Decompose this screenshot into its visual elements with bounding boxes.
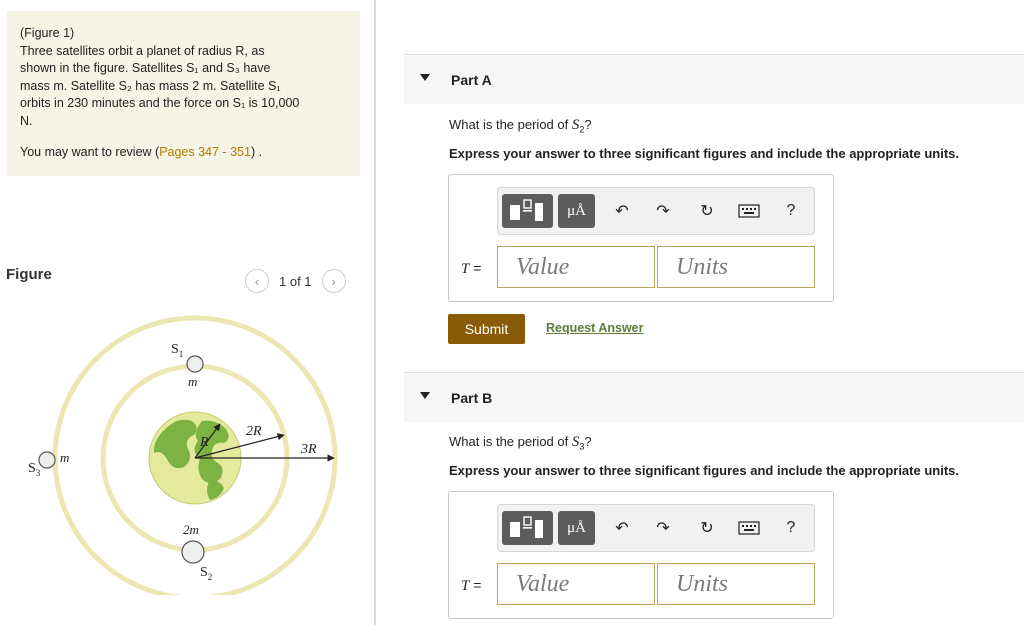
units-input[interactable]: Units [657,563,815,605]
part-b-answer-box [448,491,834,619]
help-icon: ? [786,202,796,219]
undo-icon: ↶ [615,203,629,220]
redo-button[interactable] [650,198,676,224]
label-s1 [171,342,183,359]
templates-icon [502,511,553,545]
units-button[interactable] [558,511,595,545]
review-text [20,144,346,162]
satellite-s2 [182,541,204,563]
figure-ref: (Figure 1) [20,26,75,40]
reset-icon: ↻ [700,203,714,220]
question-sub: 3 [579,441,585,452]
reset-button[interactable] [694,515,720,541]
satellite-s1 [187,356,203,372]
part-a-title: Part A [451,72,492,88]
question-prefix: What is the period of [449,117,572,132]
panel-divider [374,0,376,625]
prev-figure-button[interactable]: ‹ [245,269,269,293]
collapse-caret-icon[interactable] [420,74,430,81]
intro-line-3: mass m. Satellite S₂ has mass 2 m. Satellite S₁ [20,78,281,93]
label-m-s3: m [60,450,70,465]
part-b-question [449,434,592,452]
t-label [461,260,481,278]
units-icon: μÅ [567,519,586,536]
review-prefix: You may want to review ( [20,145,160,159]
part-b-header[interactable] [404,372,1024,422]
part-b-title: Part B [451,390,493,406]
t-equals: = [469,577,482,593]
orbit-figure [20,305,350,595]
undo-icon: ↶ [615,520,629,537]
redo-icon: ↷ [656,203,670,220]
t-label [461,577,481,595]
figure-pager [245,268,346,294]
label-s3 [28,461,41,478]
question-sub: 2 [579,124,585,135]
label-m-s1: m [188,374,198,389]
question-prefix: What is the period of [449,434,572,449]
label-s1-sub: 1 [178,349,184,359]
figure-heading: Figure [6,266,52,283]
label-3R: 3R [301,442,317,457]
label-s2-letter: S [200,565,208,580]
math-toolbar [497,187,815,235]
t-var: T [461,261,470,277]
label-2R: 2R [246,424,262,439]
templates-icon [502,194,553,228]
submit-button[interactable]: Submit [448,314,525,344]
label-s2-sub: 2 [207,572,213,582]
units-icon: μÅ [567,202,586,219]
value-input[interactable]: Value [497,246,655,288]
help-button[interactable] [778,198,804,224]
math-toolbar [497,504,815,552]
reset-button[interactable] [694,198,720,224]
label-s2 [200,565,212,582]
value-input[interactable]: Value [497,563,655,605]
part-a-question [449,117,592,135]
question-suffix: ? [584,117,592,132]
question-suffix: ? [584,434,592,449]
question-var: S [571,117,580,133]
intro-line-1: Three satellites orbit a planet of radius R, as [20,43,265,58]
keyboard-button[interactable] [736,515,762,541]
part-a-instruction: Express your answer to three significant figures and include the appropriate units. [449,146,959,161]
keyboard-icon [738,204,760,218]
review-suffix: ) . [250,145,263,159]
part-b-instruction: Express your answer to three significant figures and include the appropriate units. [449,463,959,478]
keyboard-button[interactable] [736,198,762,224]
problem-intro [7,11,360,176]
pager-count: 1 of 1 [279,273,312,289]
redo-icon: ↷ [656,520,670,537]
collapse-caret-icon[interactable] [420,392,430,399]
reset-icon: ↻ [700,520,714,537]
label-s1-letter: S [171,342,179,357]
units-input[interactable]: Units [657,246,815,288]
intro-line-4: orbits in 230 minutes and the force on S₁ is 10,000 [20,96,300,110]
label-R: R [200,435,209,450]
templates-button[interactable] [502,194,553,228]
review-pages-link[interactable]: Pages 347 - 351 [159,145,251,159]
undo-button[interactable] [609,515,635,541]
intro-line-2: shown in the figure. Satellites S₁ and S₃ have [20,61,271,75]
keyboard-icon [738,521,760,535]
part-a-header[interactable] [404,54,1024,104]
label-s3-letter: S [28,461,36,476]
part-a-answer-box [448,174,834,302]
label-s3-sub: 3 [35,468,41,478]
satellite-s3 [39,452,55,468]
templates-button[interactable] [502,511,553,545]
redo-button[interactable] [650,515,676,541]
units-button[interactable] [558,194,595,228]
help-button[interactable] [778,515,804,541]
t-equals: = [469,260,482,276]
request-answer-link[interactable]: Request Answer [546,321,644,335]
help-icon: ? [786,519,796,536]
t-var: T [461,578,470,594]
undo-button[interactable] [609,198,635,224]
intro-line-5: N. [20,113,33,128]
label-2m: 2m [183,522,199,537]
question-var: S [571,434,580,450]
next-figure-button[interactable]: › [322,269,346,293]
